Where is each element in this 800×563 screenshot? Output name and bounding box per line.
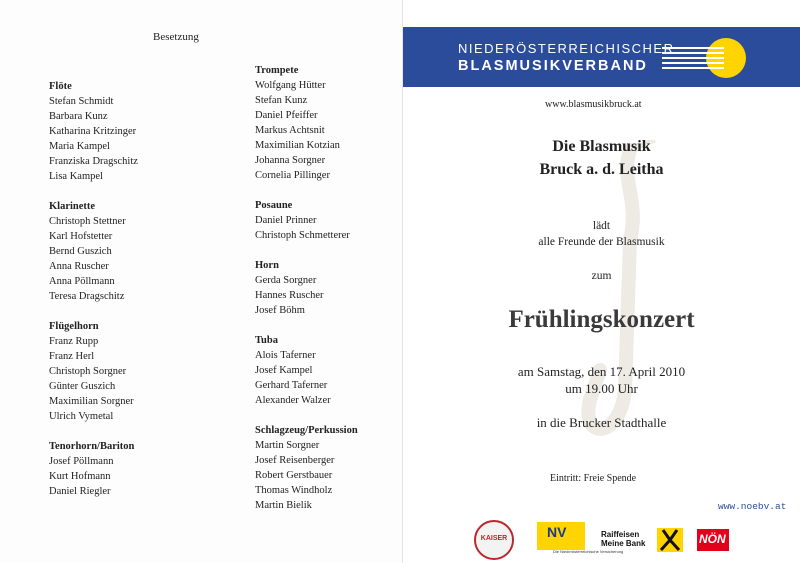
member-name: Cornelia Pillinger bbox=[255, 170, 330, 181]
member-name: Anna Pöllmann bbox=[49, 276, 115, 287]
instrument-title: Posaune bbox=[255, 200, 293, 211]
nv-slogan: Die Niederösterreichische Versicherung bbox=[553, 549, 624, 554]
instrument-title: Tenorhorn/Bariton bbox=[49, 441, 135, 452]
instrument-title: Flügelhorn bbox=[49, 321, 99, 332]
member-name: Stefan Kunz bbox=[255, 95, 308, 106]
banner-line1: NIEDERÖSTERREICHISCHER bbox=[458, 41, 675, 56]
instrument-title: Klarinette bbox=[49, 201, 96, 212]
member-name: Markus Achtsnit bbox=[255, 125, 325, 136]
noen-logo bbox=[697, 529, 729, 551]
member-name: Maria Kampel bbox=[49, 141, 110, 152]
member-name: Franz Herl bbox=[49, 351, 95, 362]
member-name: Lisa Kampel bbox=[49, 171, 103, 182]
instrument-section bbox=[49, 439, 199, 499]
instrument-section bbox=[49, 79, 199, 184]
member-name: Alois Taferner bbox=[255, 350, 316, 361]
instrument-section bbox=[255, 333, 405, 408]
member-name: Bernd Guszich bbox=[49, 246, 112, 257]
website-link-bottom[interactable]: www.noebv.at bbox=[718, 501, 787, 512]
instrument-title: Trompete bbox=[255, 65, 299, 76]
instrument-section bbox=[255, 63, 405, 183]
member-name: Martin Bielik bbox=[255, 500, 312, 511]
member-name: Wolfgang Hütter bbox=[255, 80, 326, 91]
invitation-line1: lädt bbox=[592, 220, 611, 232]
website-link-top[interactable]: www.blasmusikbruck.at bbox=[545, 99, 642, 110]
nv-logo-text: NV bbox=[547, 524, 567, 540]
invitation-line2: alle Freunde der Blasmusik bbox=[538, 236, 665, 248]
member-name: Josef Kampel bbox=[255, 365, 313, 376]
member-name: Thomas Windholz bbox=[255, 485, 333, 496]
instrument-title: Horn bbox=[255, 260, 279, 271]
instrument-title: Tuba bbox=[255, 335, 278, 346]
band-name-line2: Bruck a. d. Leitha bbox=[539, 161, 664, 178]
member-name: Robert Gerstbauer bbox=[255, 470, 333, 481]
member-name: Christoph Stettner bbox=[49, 216, 126, 227]
member-name: Daniel Riegler bbox=[49, 486, 111, 497]
saxophone-watermark-icon bbox=[560, 140, 700, 460]
member-name: Barbara Kunz bbox=[49, 111, 108, 122]
raiffeisen-line1: Raiffeisen bbox=[601, 530, 640, 539]
member-name: Günter Guszich bbox=[49, 381, 116, 392]
member-name: Stefan Schmidt bbox=[49, 96, 114, 107]
member-name: Gerda Sorgner bbox=[255, 275, 317, 286]
member-name: Franz Rupp bbox=[49, 336, 99, 347]
event-time: um 19.00 Uhr bbox=[565, 381, 638, 396]
member-name: Josef Pöllmann bbox=[49, 456, 114, 467]
member-name: Anna Ruscher bbox=[49, 261, 109, 272]
invitation-line3: zum bbox=[591, 270, 612, 282]
member-name: Katharina Kritzinger bbox=[49, 126, 137, 137]
member-name: Christoph Schmetterer bbox=[255, 230, 350, 241]
raiffeisen-logo-text bbox=[601, 530, 645, 548]
member-name: Johanna Sorgner bbox=[255, 155, 326, 166]
member-name: Maximilian Sorgner bbox=[49, 396, 134, 407]
nv-logo bbox=[537, 522, 585, 550]
raiffeisen-line2: Meine Bank bbox=[601, 539, 646, 548]
besetzung-heading: Besetzung bbox=[153, 31, 199, 43]
event-venue: in die Brucker Stadthalle bbox=[536, 415, 667, 430]
band-name-line1: Die Blasmusik bbox=[552, 138, 651, 155]
raiffeisen-gable-cross-icon bbox=[657, 528, 683, 552]
instrument-section bbox=[255, 423, 405, 513]
kaiser-logo-text: KAISER bbox=[480, 535, 508, 542]
members-column-1 bbox=[49, 79, 199, 514]
entry-info: Eintritt: Freie Spende bbox=[550, 473, 637, 484]
member-name: Franziska Dragschitz bbox=[49, 156, 138, 167]
member-name: Hannes Ruscher bbox=[255, 290, 324, 301]
event-title: Frühlingskonzert bbox=[508, 306, 695, 333]
member-name: Alexander Walzer bbox=[255, 395, 331, 406]
member-name: Josef Reisenberger bbox=[255, 455, 335, 466]
instrument-title: Flöte bbox=[49, 81, 72, 92]
members-column-2 bbox=[255, 63, 405, 528]
member-name: Maximilian Kotzian bbox=[255, 140, 340, 151]
member-name: Martin Sorgner bbox=[255, 440, 320, 451]
member-name: Christoph Sorgner bbox=[49, 366, 127, 377]
member-name: Teresa Dragschitz bbox=[49, 291, 125, 302]
member-name: Karl Hofstetter bbox=[49, 231, 113, 242]
event-date: am Samstag, den 17. April 2010 bbox=[517, 364, 686, 379]
member-name: Josef Böhm bbox=[255, 305, 305, 316]
member-name: Gerhard Taferner bbox=[255, 380, 328, 391]
instrument-section bbox=[49, 319, 199, 424]
noen-logo-text: NÖN bbox=[699, 532, 726, 546]
banner-line2: BLASMUSIKVERBAND bbox=[458, 58, 648, 74]
instrument-section bbox=[49, 199, 199, 304]
instrument-title: Schlagzeug/Perkussion bbox=[255, 425, 358, 436]
member-name: Kurt Hofmann bbox=[49, 471, 111, 482]
sun-logo-icon bbox=[662, 36, 748, 80]
member-name: Daniel Pfeiffer bbox=[255, 110, 318, 121]
blasmusikverband-banner bbox=[403, 27, 800, 87]
member-name: Ulrich Vymetal bbox=[49, 411, 114, 422]
instrument-section bbox=[255, 198, 405, 243]
member-name: Daniel Prinner bbox=[255, 215, 317, 226]
kaiser-logo bbox=[474, 520, 514, 560]
instrument-section bbox=[255, 258, 405, 318]
